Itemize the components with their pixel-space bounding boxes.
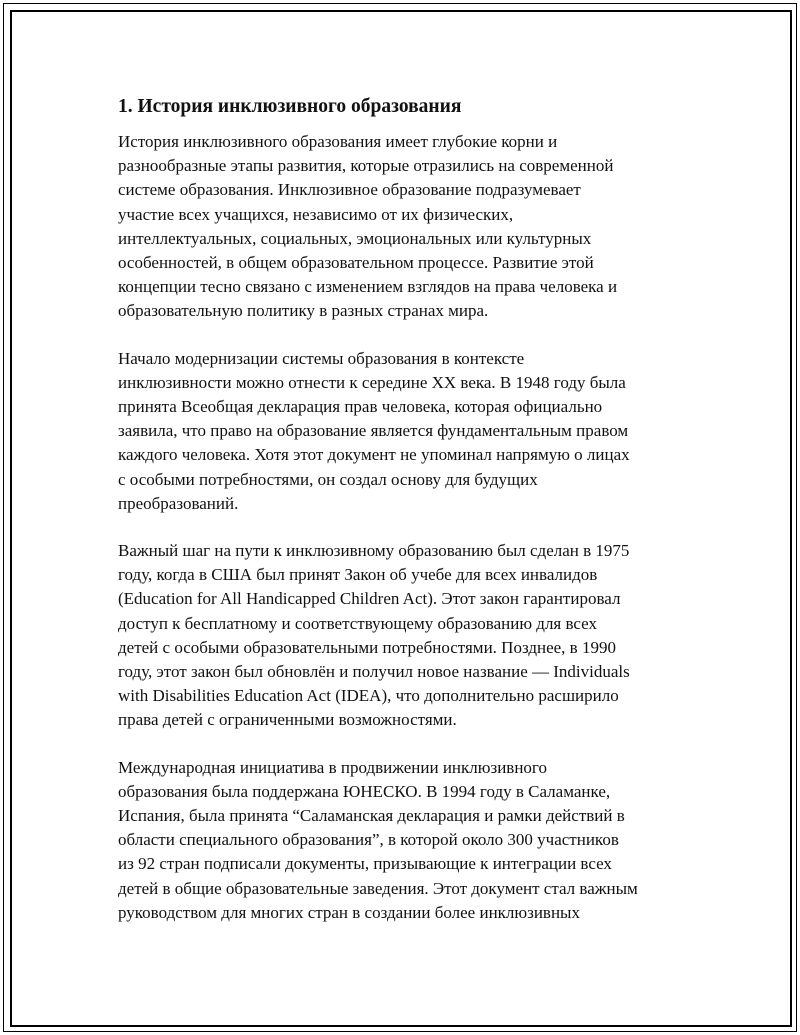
- paragraph-usa-law: Важный шаг на пути к инклюзивному образованию был сделан в 1975 году, когда в США был принят Закон об учебе для всех инвалидов (Education for All Handicapped Children Act). Этот закон гарантировал доступ к бесплатному и соответствующему образованию для всех детей с особыми образовательными потребностями. Позднее, в 1990 году, этот закон был обновлён и получил новое название — Individuals with Disabilities Education Act (IDEA), что дополнительно расширило права детей с ограниченными возможностями.: [118, 541, 630, 730]
- document-body: [118, 92, 688, 948]
- paragraph-modernization: Начало модернизации системы образования в контексте инклюзивности можно отнести к середине XX века. В 1948 году была принята Всеобщая декларация прав человека, которая официально заявила, что право на образование является фундаментальным правом каждого человека. Хотя этот документ не упоминал напрямую о лицах с особыми потребностями, он создал основу для будущих преобразований.: [118, 348, 630, 513]
- section-heading: 1. История инклюзивного образования: [118, 96, 462, 117]
- paragraph-unesco: Международная инициатива в продвижении инклюзивного образования была поддержана ЮНЕСКО. В 1994 году в Саламанке, Испания, была принята “Саламанская декларация и рамки действий в области специального образования”, в которой около 300 участников из 92 стран подписали документы, призывающие к интеграции всех детей в общие образовательные заведения. Этот документ стал важным руководством для многих стран в создании более инклюзивных: [118, 757, 638, 922]
- paragraph-history-intro: История инклюзивного образования имеет глубокие корни и разнообразные этапы развития, которые отразились на современной системе образования. Инклюзивное образование подразумевает участие всех учащихся, независимо от их физических, интеллектуальных, социальных, эмоциональных или культурных особенностей, в общем образовательном процессе. Развитие этой концепции тесно связано с изменением взглядов на права человека и образовательную политику в разных странах мира.: [118, 132, 618, 321]
